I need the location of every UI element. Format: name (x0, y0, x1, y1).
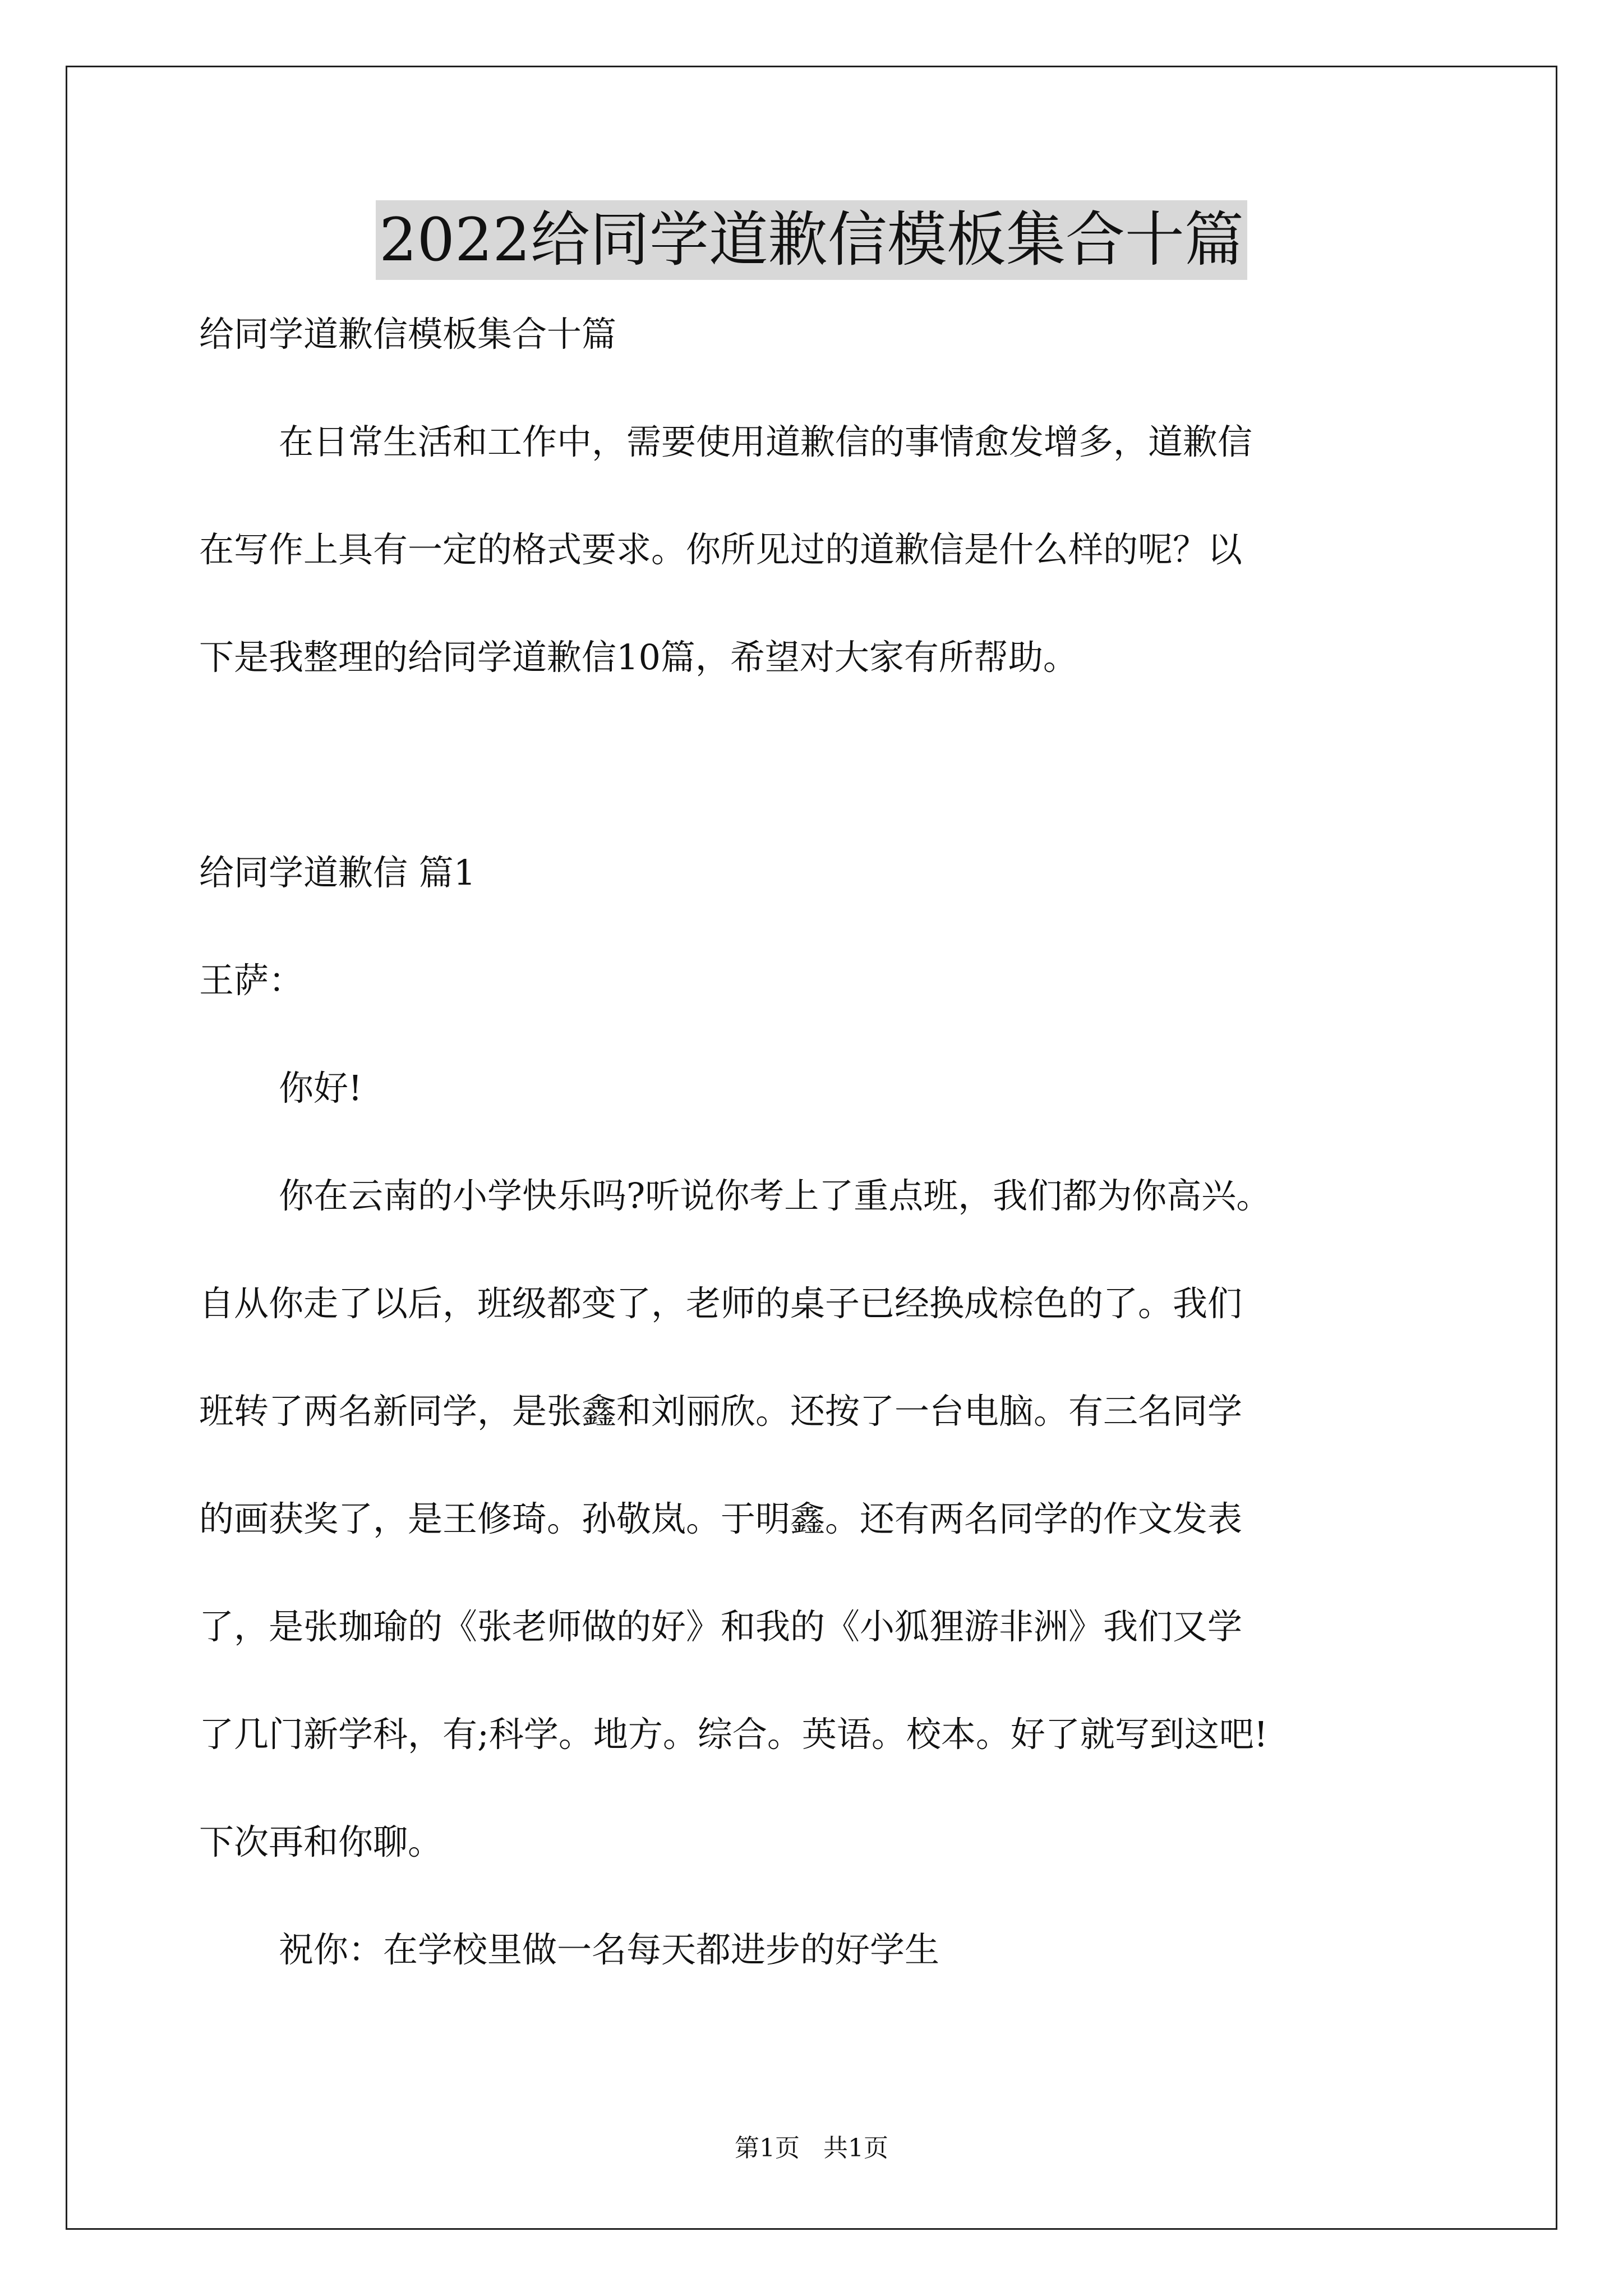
page-number-label: 第1页 共1页 (735, 2134, 888, 2162)
closing-line: 祝你：在学校里做一名每天都进步的好学生 (279, 1929, 940, 1970)
body-line: 的画获奖了，是王修琦。孙敬岚。于明鑫。还有两名同学的作文发表 (199, 1498, 1243, 1539)
body-line: 你在云南的小学快乐吗?听说你考上了重点班，我们都为你高兴。 (279, 1175, 1271, 1216)
section-gap (199, 684, 1455, 792)
subtitle: 给同学道歉信模板集合十篇 (199, 314, 617, 355)
intro-line: 在写作上具有一定的格式要求。你所见过的道歉信是什么样的呢？以 (199, 529, 1243, 570)
body-line: 了，是张珈瑜的《张老师做的好》和我的《小狐狸游非洲》我们又学 (199, 1606, 1243, 1647)
section-gap (199, 792, 1455, 846)
body-line: 自从你走了以后，班级都变了，老师的桌子已经换成棕色的了。我们 (199, 1283, 1243, 1324)
intro-line: 下是我整理的给同学道歉信10篇，希望对大家有所帮助。 (199, 637, 1078, 678)
greeting: 你好! (279, 1068, 362, 1108)
intro-line: 在日常生活和工作中，需要使用道歉信的事情愈发增多，道歉信 (279, 421, 1253, 462)
body-line: 班转了两名新同学，是张鑫和刘丽欣。还按了一台电脑。有三名同学 (199, 1391, 1243, 1432)
document-title: 2022给同学道歉信模板集合十篇 (376, 200, 1247, 280)
document-body (199, 307, 1455, 1977)
page-footer (0, 2132, 1623, 2165)
title-container (0, 200, 1623, 280)
salutation: 王萨： (199, 960, 304, 1001)
section-heading: 给同学道歉信 篇1 (199, 852, 476, 893)
body-line: 下次再和你聊。 (199, 1821, 443, 1862)
body-line: 了几门新学科，有;科学。地方。综合。英语。校本。好了就写到这吧! (199, 1714, 1268, 1755)
